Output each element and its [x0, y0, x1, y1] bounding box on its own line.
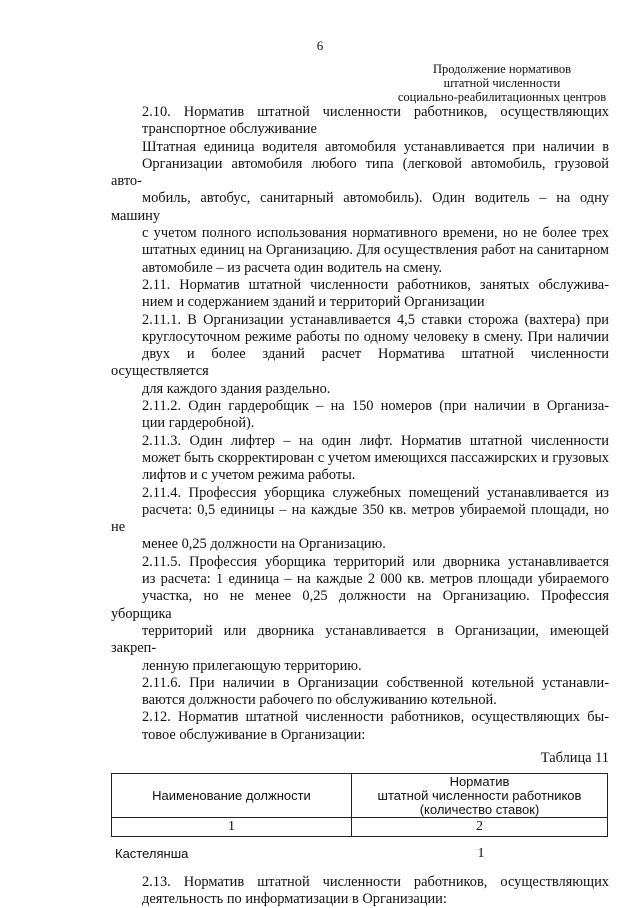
paragraph: [111, 104, 609, 139]
table-cell-value: 1: [477, 845, 485, 861]
final-paragraph: [111, 874, 609, 908]
header-note-line: штатной численности: [443, 76, 561, 90]
paragraph-line: 2.12. Норматив штатной численности работников, осуществляющих бы-: [142, 709, 609, 726]
table-column-numbers-row: [112, 818, 608, 836]
paragraph-line: лифтов и с учетом режима работы.: [142, 467, 356, 484]
paragraph-line: штатных единиц на Организацию. Для осуществления работ на санитарном: [142, 242, 609, 259]
table-row: [111, 845, 609, 862]
paragraph: [111, 709, 609, 744]
paragraph-line: Организации автомобиля любого типа (легковой автомобиль, грузовой авто-: [111, 155, 609, 190]
paragraph: [111, 675, 609, 710]
paragraph-line: нием и содержанием зданий и территорий Организации: [142, 294, 485, 311]
paragraph-line: 2.11. Норматив штатной численности работников, занятых обслужива-: [142, 276, 609, 293]
paragraph-line: ленную прилегающую территорию.: [142, 657, 362, 674]
paragraph-line: для каждого здания раздельно.: [142, 380, 331, 397]
paragraph-line: ции гардеробной).: [142, 415, 255, 432]
table-header-norm-line: штатной численности работников: [377, 787, 582, 803]
paragraph-line: 2.11.2. Один гардеробщик – на 150 номеров (при наличии в Организа-: [142, 398, 609, 415]
paragraph-line: 2.11.1. В Организации устанавливается 4,5 ставки сторожа (вахтера) при: [142, 311, 609, 328]
table-header-row: [112, 774, 608, 818]
table-header-position: Наименование должности: [112, 774, 352, 818]
paragraph-line: деятельность по информатизации в Организации:: [142, 891, 447, 908]
paragraph-line: расчета: 0,5 единицы – на каждые 350 кв. метров убираемой площади, но не: [111, 501, 609, 536]
table-cell-position: Кастелянша: [115, 845, 189, 861]
paragraph: [111, 433, 609, 485]
paragraph-line: товое обслуживание в Организации:: [142, 726, 366, 743]
paragraph-line: 2.10. Норматив штатной численности работников, осуществляющих: [142, 104, 609, 120]
document-body: [111, 104, 609, 908]
paragraph-line: 2.11.4. Профессия уборщика служебных помещений устанавливается из: [142, 484, 609, 501]
paragraph-line: Штатная единица водителя автомобиля устанавливается при наличии в: [142, 138, 609, 155]
page-number: 6: [316, 38, 324, 53]
header-note-line: социально-реабилитационных центров: [397, 90, 607, 104]
paragraph: [111, 554, 609, 675]
staffing-table: [111, 773, 608, 836]
paragraph: [111, 398, 609, 433]
table-column-number: 1: [112, 818, 352, 836]
paragraph: [111, 139, 609, 277]
paragraph-line: автомобиле – из расчета один водитель на смену.: [142, 259, 443, 276]
paragraph-line: мобиль, автобус, санитарный автомобиль). Один водитель – на одну машину: [111, 190, 609, 224]
paragraph: [111, 277, 609, 312]
table-header-norm-line: (количество ставок): [419, 801, 540, 817]
header-note-line: Продолжение нормативов: [432, 62, 572, 76]
paragraph-line: 2.11.5. Профессия уборщика территорий или дворника устанавливается: [142, 553, 609, 570]
paragraph-line: менее 0,25 должности на Организацию.: [142, 536, 386, 553]
paragraph-line: ваются должности рабочего по обслуживанию котельной.: [142, 692, 497, 709]
table-column-number: 2: [352, 818, 608, 836]
paragraph: [111, 312, 609, 398]
paragraph-line: транспортное обслуживание: [142, 121, 317, 138]
paragraph-line: может быть скорректирован с учетом имеющихся пассажирских и грузовых: [142, 449, 609, 466]
paragraph-line: 2.11.3. Один лифтер – на один лифт. Норматив штатной численности: [142, 432, 609, 449]
table-header-norm-line: Норматив: [449, 773, 510, 789]
paragraph-line: двух и более зданий расчет Норматива штатной численности осуществляется: [111, 346, 609, 380]
paragraph-line: 2.13. Норматив штатной численности работников, осуществляющих: [142, 873, 609, 890]
paragraph: [111, 485, 609, 554]
table-header-norm: [352, 774, 608, 818]
paragraph: [111, 874, 609, 908]
table-caption: Таблица 11: [540, 749, 609, 766]
paragraph-line: круглосуточном режиме работы по одному человеку в смену. При наличии: [142, 328, 609, 345]
paragraph-line: территорий или дворника устанавливается в Организации, имеющей закреп-: [111, 622, 609, 657]
paragraph-line: из расчета: 1 единица – на каждые 2 000 кв. метров площади убираемого: [142, 571, 609, 588]
header-note: [392, 62, 612, 104]
paragraph-line: участка, но не менее 0,25 должности на Организацию. Профессия уборщика: [111, 588, 609, 622]
paragraph-list: [111, 104, 609, 744]
paragraph-line: 2.11.6. При наличии в Организации собственной котельной устанавли-: [142, 674, 609, 691]
paragraph-line: с учетом полного использования нормативного времени, но не более трех: [142, 225, 609, 242]
